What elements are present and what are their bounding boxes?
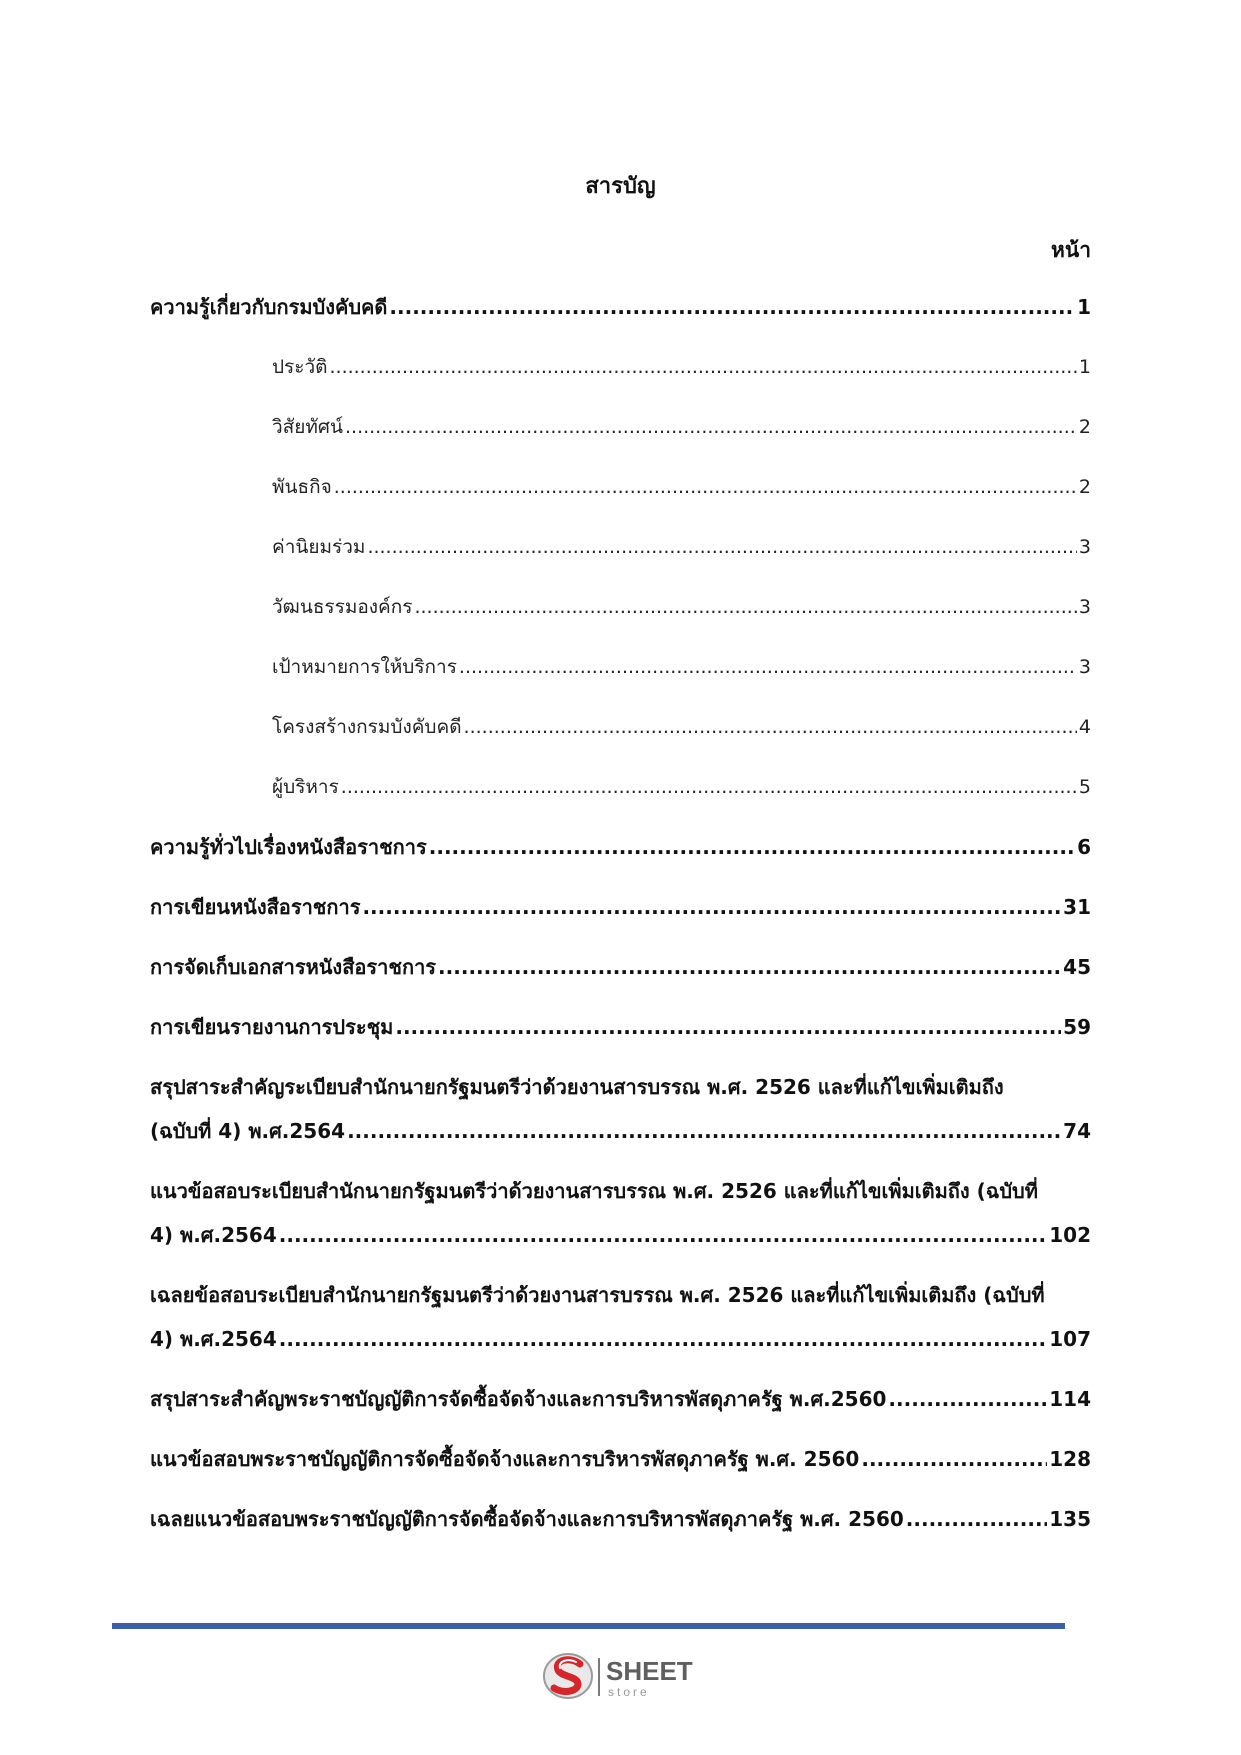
toc-entry[interactable]	[150, 892, 1091, 922]
toc-entry-label: ค่านิยมร่วม	[272, 536, 366, 558]
toc-subentry[interactable]	[272, 412, 1091, 442]
toc-entry-label: (ฉบับที่ 4) พ.ศ.2564	[150, 1119, 346, 1143]
dot-leader	[464, 712, 1077, 742]
dot-leader	[906, 1504, 1047, 1534]
toc-entry-page: 2	[1078, 416, 1091, 438]
toc-subentry[interactable]	[272, 652, 1091, 682]
toc-subentry[interactable]	[272, 592, 1091, 622]
toc-entry-label: ความรู้เกี่ยวกับกรมบังคับคดี	[150, 295, 388, 319]
dot-leader	[389, 292, 1075, 322]
toc-entry-label: 4) พ.ศ.2564	[150, 1223, 277, 1247]
dot-leader	[888, 1384, 1047, 1414]
toc-entry-label-line1: เฉลยข้อสอบระเบียบสำนักนายกรัฐมนตรีว่าด้วยงานสารบรรณ พ.ศ. 2526 และที่แก้ไขเพิ่มเติมถึง (ฉบับที่	[150, 1283, 1045, 1307]
toc-subentry[interactable]	[272, 532, 1091, 562]
toc-entry-page: 3	[1078, 656, 1091, 678]
dot-leader	[341, 772, 1077, 802]
toc-subentry[interactable]	[272, 772, 1091, 802]
footer-rule	[112, 1623, 1065, 1629]
toc-entry-page: 2	[1078, 476, 1091, 498]
toc-entry[interactable]	[150, 1280, 1091, 1354]
dot-leader	[334, 472, 1077, 502]
toc-entry[interactable]	[150, 1384, 1091, 1414]
logo-subtext: store	[608, 1685, 650, 1699]
toc-entry-label: การเขียนหนังสือราชการ	[150, 895, 361, 919]
toc-entry-label: ผู้บริหาร	[272, 776, 339, 798]
dot-leader	[429, 832, 1075, 862]
toc-entry-page: 1	[1078, 356, 1091, 378]
toc-entry-page: 3	[1078, 596, 1091, 618]
toc-entry-label: วิสัยทัศน์	[272, 416, 343, 438]
toc-entry[interactable]	[150, 1012, 1091, 1042]
toc-entry-label: เป้าหมายการให้บริการ	[272, 656, 457, 678]
toc-entry-label: 4) พ.ศ.2564	[150, 1327, 277, 1351]
toc-entry-page: 59	[1063, 1015, 1091, 1039]
dot-leader	[395, 1012, 1061, 1042]
dot-leader	[438, 952, 1061, 982]
toc-entry-page: 135	[1049, 1507, 1091, 1531]
toc-subentry[interactable]	[272, 352, 1091, 382]
dot-leader	[367, 532, 1076, 562]
toc-entry-page: 45	[1063, 955, 1091, 979]
toc-subentry[interactable]	[272, 472, 1091, 502]
toc-entry-label: เฉลยแนวข้อสอบพระราชบัญญัติการจัดซื้อจัดจ้างและการบริหารพัสดุภาครัฐ พ.ศ. 2560	[150, 1507, 904, 1531]
toc-entry-page: 128	[1049, 1447, 1091, 1471]
toc-entry-label: โครงสร้างกรมบังคับคดี	[272, 716, 462, 738]
logo-wordmark: SHEET	[606, 1656, 693, 1686]
page-title: สารบัญ	[585, 174, 656, 199]
page-column-header: หน้า	[1051, 238, 1091, 262]
toc-entry-label: การจัดเก็บเอกสารหนังสือราชการ	[150, 955, 437, 979]
toc-entry[interactable]	[150, 1504, 1091, 1534]
dot-leader	[347, 1116, 1061, 1146]
toc-entry-page: 74	[1063, 1119, 1091, 1143]
dot-leader	[279, 1324, 1047, 1354]
toc-entry-label: สรุปสาระสำคัญพระราชบัญญัติการจัดซื้อจัดจ้างและการบริหารพัสดุภาครัฐ พ.ศ.2560	[150, 1387, 887, 1411]
dot-leader	[414, 592, 1076, 622]
logo-divider	[598, 1658, 600, 1696]
toc-entry-page: 31	[1063, 895, 1091, 919]
toc-entry-label: วัฒนธรรมองค์กร	[272, 596, 413, 618]
logo-s-mark-icon	[544, 1654, 592, 1698]
toc-entry-page: 5	[1078, 776, 1091, 798]
toc-entry-page: 1	[1077, 295, 1091, 319]
toc-entry-label-line1: สรุปสาระสำคัญระเบียบสำนักนายกรัฐมนตรีว่าด้วยงานสารบรรณ พ.ศ. 2526 และที่แก้ไขเพิ่มเติมถึง	[150, 1075, 1004, 1099]
toc-entry[interactable]	[150, 1176, 1091, 1250]
toc-entry-page: 107	[1049, 1327, 1091, 1351]
toc-entry-label: ประวัติ	[272, 356, 328, 378]
toc-entry-page: 114	[1049, 1387, 1091, 1411]
sheet-store-logo	[540, 1650, 710, 1702]
toc-subentry[interactable]	[272, 712, 1091, 742]
toc-entry-page: 6	[1077, 835, 1091, 859]
toc-entry-label: การเขียนรายงานการประชุม	[150, 1015, 394, 1039]
toc-entry-page: 102	[1049, 1223, 1091, 1247]
toc-entry[interactable]	[150, 1444, 1091, 1474]
toc-entry-label: ความรู้ทั่วไปเรื่องหนังสือราชการ	[150, 835, 427, 859]
dot-leader	[329, 352, 1076, 382]
toc-entry-label: แนวข้อสอบพระราชบัญญัติการจัดซื้อจัดจ้างและการบริหารพัสดุภาครัฐ พ.ศ. 2560	[150, 1447, 860, 1471]
dot-leader	[279, 1220, 1047, 1250]
toc-entry-page: 3	[1078, 536, 1091, 558]
toc-entry-label: พันธกิจ	[272, 476, 332, 498]
toc-entry-label-line1: แนวข้อสอบระเบียบสำนักนายกรัฐมนตรีว่าด้วยงานสารบรรณ พ.ศ. 2526 และที่แก้ไขเพิ่มเติมถึง (ฉบับที่	[150, 1179, 1038, 1203]
toc-entry[interactable]	[150, 1072, 1091, 1146]
dot-leader	[362, 892, 1061, 922]
dot-leader	[459, 652, 1077, 682]
toc-entry[interactable]	[150, 832, 1091, 862]
dot-leader	[345, 412, 1077, 442]
toc-entry[interactable]	[150, 952, 1091, 982]
toc-entry-page: 4	[1078, 716, 1091, 738]
dot-leader	[861, 1444, 1047, 1474]
toc-entry[interactable]	[150, 292, 1091, 322]
